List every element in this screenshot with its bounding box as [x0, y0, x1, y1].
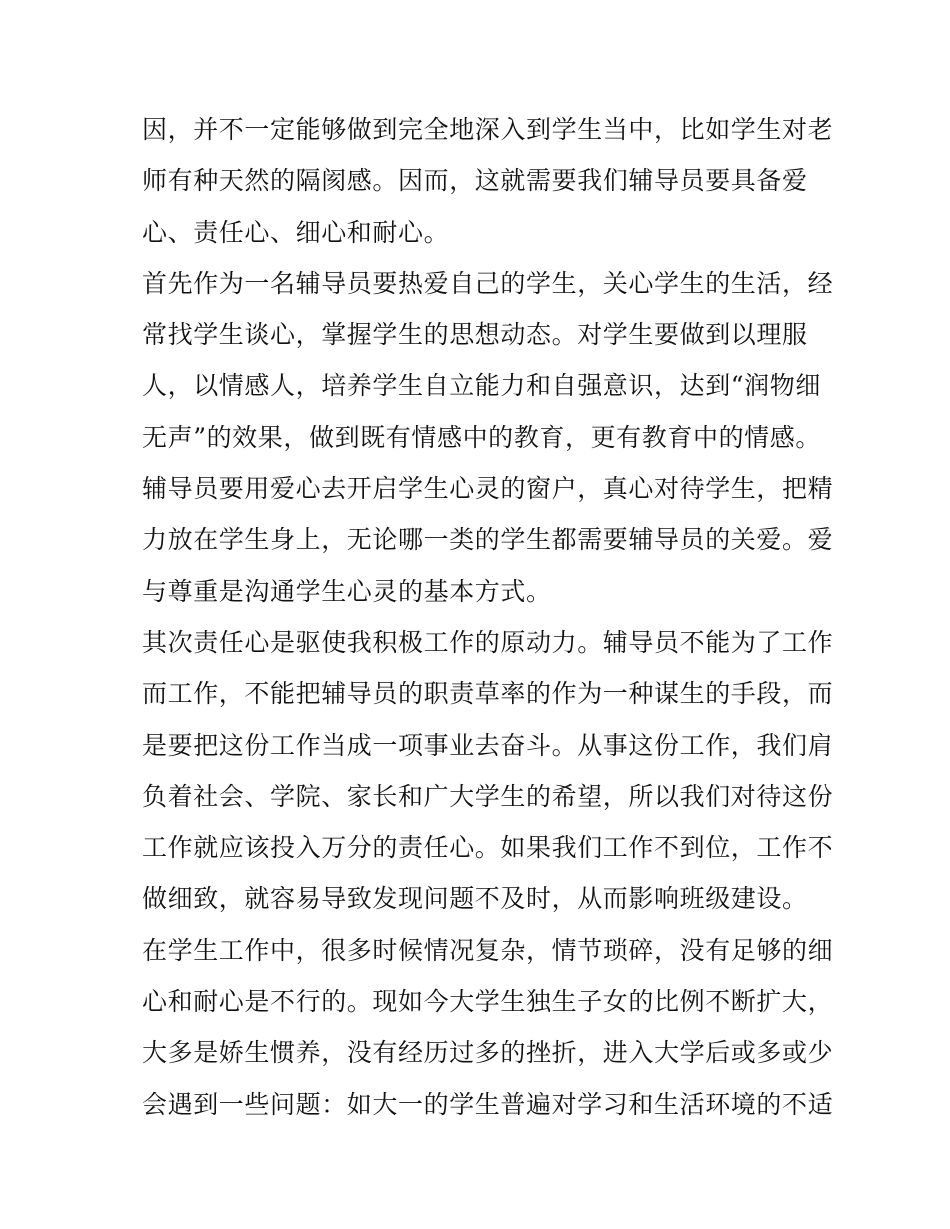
text-line: 师有种天然的隔阂感。因而，这就需要我们辅导员要具备爱: [142, 166, 808, 196]
text-line: 负着社会、学院、家长和广大学生的希望，所以我们对待这份: [142, 781, 834, 811]
text-line: 做细致，就容易导致发现问题不及时，从而影响班级建设。: [142, 884, 808, 914]
text-line: 是要把这份工作当成一项事业去奋斗。从事这份工作，我们肩: [142, 730, 834, 760]
text-line: 常找学生谈心，掌握学生的思想动态。对学生要做到以理服: [142, 320, 808, 350]
text-line: 大多是娇生惯养，没有经历过多的挫折，进入大学后或多或少: [142, 1038, 834, 1068]
text-line: 人，以情感人，培养学生自立能力和自强意识，达到“润物细: [142, 371, 821, 401]
text-line: 无声”的效果，做到既有情感中的教育，更有教育中的情感。: [142, 422, 821, 452]
text-line: 心和耐心是不行的。现如今大学生独生子女的比例不断扩大，: [142, 987, 834, 1017]
text-line: 与尊重是沟通学生心灵的基本方式。: [142, 576, 552, 606]
text-line: 其次责任心是驱使我积极工作的原动力。辅导员不能为了工作: [142, 627, 834, 657]
text-line: 力放在学生身上，无论哪一类的学生都需要辅导员的关爱。爱: [142, 525, 834, 555]
text-line: 因，并不一定能够做到完全地深入到学生当中，比如学生对老: [142, 115, 834, 144]
text-line: 工作就应该投入万分的责任心。如果我们工作不到位，工作不: [142, 833, 834, 863]
text-line: 首先作为一名辅导员要热爱自己的学生，关心学生的生活，经: [142, 268, 834, 298]
body-text: [142, 104, 834, 1130]
text-line: 会遇到一些问题：如大一的学生普遍对学习和生活环境的不适: [142, 1089, 834, 1119]
text-line: 而工作，不能把辅导员的职责草率的作为一种谋生的手段，而: [142, 679, 834, 709]
text-line: 在学生工作中，很多时候情况复杂，情节琐碎，没有足够的细: [142, 935, 834, 965]
text-line: 心、责任心、细心和耐心。: [142, 217, 450, 247]
text-line: 辅导员要用爱心去开启学生心灵的窗户，真心对待学生，把精: [142, 474, 834, 504]
